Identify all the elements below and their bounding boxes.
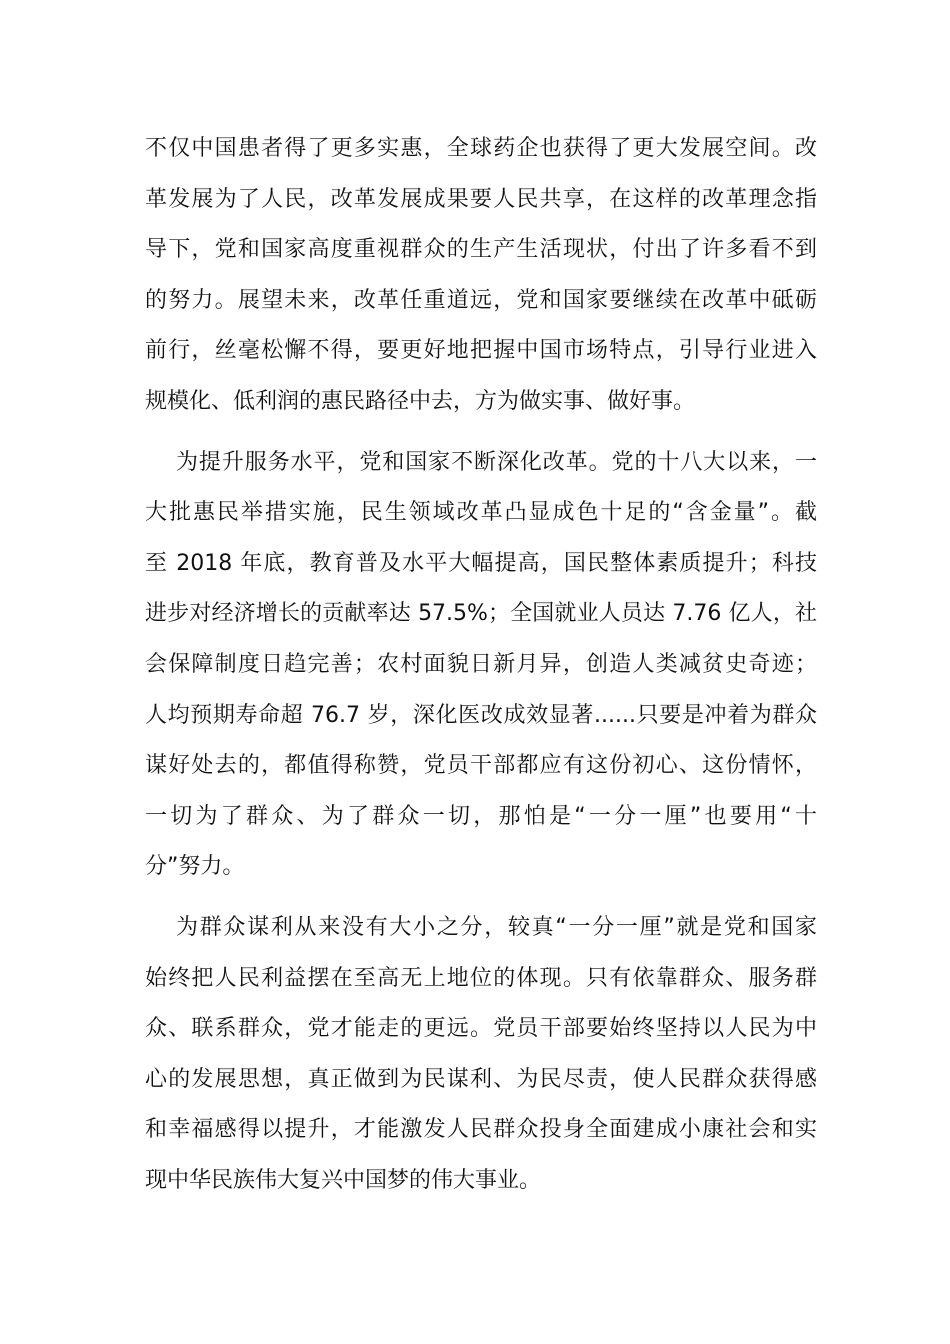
text-line: 一切为了群众、为了群众一切，那怕是“一分一厘”也要用“十 — [145, 803, 817, 829]
text-line: 和幸福感得以提升，才能激发人民群众投身全面建成小康社会和实 — [145, 1117, 817, 1143]
text-line: 分”努力。 — [145, 854, 245, 880]
text-line: 前行，丝毫松懈不得，要更好地把握中国市场特点，引导行业进入 — [145, 338, 817, 364]
text-line: 为提升服务水平，党和国家不断深化改革。党的十八大以来，一 — [176, 449, 817, 475]
text-line: 众、联系群众，党才能走的更远。党员干部要始终坚持以人民为中 — [145, 1016, 817, 1042]
text-line: 规模化、低利润的惠民路径中去，方为做实事、做好事。 — [145, 388, 696, 414]
text-line: 始终把人民利益摆在至高无上地位的体现。只有依靠群众、服务群 — [145, 965, 817, 991]
text-line: 大批惠民举措实施，民生领域改革凸显成色十足的“含金量”。截 — [145, 500, 817, 526]
text-line: 至 2018 年底，教育普及水平大幅提高，国民整体素质提升；科技 — [145, 550, 817, 576]
text-line: 会保障制度日趋完善；农村面貌日新月异，创造人类减贫史奇迹； — [145, 651, 817, 677]
text-line: 人均预期寿命超 76.7 岁，深化医改成效显著......只要是冲着为群众 — [145, 702, 817, 728]
paragraph-1 — [145, 124, 817, 428]
text-line: 现中华民族伟大复兴中国梦的伟大事业。 — [145, 1167, 542, 1193]
text-line: 心的发展思想，真正做到为民谋利、为民尽责，使人民群众获得感 — [145, 1066, 817, 1092]
paragraph-3 — [145, 903, 817, 1207]
text-line: 不仅中国患者得了更多实惠，全球药企也获得了更大发展空间。改 — [145, 136, 817, 161]
text-line: 进步对经济增长的贡献率达 57.5%；全国就业人员达 7.76 亿人，社 — [145, 601, 817, 627]
text-line: 革发展为了人民，改革发展成果要人民共享，在这样的改革理念指 — [145, 186, 817, 212]
paragraph-2 — [145, 438, 817, 893]
text-line: 谋好处去的，都值得称赞，党员干部都应有这份初心、这份情怀， — [145, 753, 817, 779]
text-line: 的努力。展望未来，改革任重道远，党和国家要继续在改革中砥砺 — [145, 287, 817, 313]
body-text — [145, 124, 817, 1216]
text-line: 为群众谋利从来没有大小之分，较真“一分一厘”就是党和国家 — [176, 914, 817, 940]
text-line: 导下，党和国家高度重视群众的生产生活现状，付出了许多看不到 — [145, 237, 817, 263]
